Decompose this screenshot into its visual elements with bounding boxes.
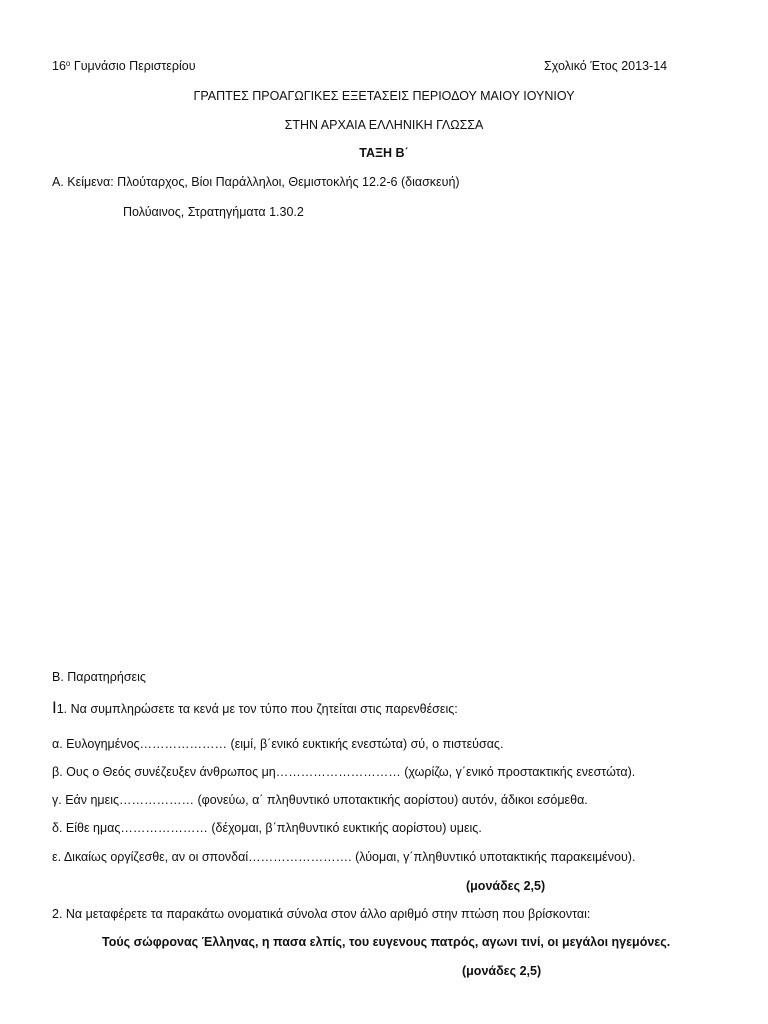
school-name: $16^o$ Γυμνάσιο Περιστερίου	[52, 59, 196, 73]
list-item: δ. Είθε ημας………………… (δέχομαι, β΄πληθυντικό ευκτικής αορίστου) υμεις.	[52, 821, 482, 835]
texts-line: Α. Κείμενα: Πλούταρχος, Βίοι Παράλληλοι, Θεμιστοκλής 12.2-6 (διασκευή)	[52, 175, 460, 189]
question-2: 2. Να μεταφέρετε τα παρακάτω ονοματικά σύνολα στον άλλο αριθμό στην πτώση που βρίσκονται:	[52, 907, 591, 921]
q2-points: (μονάδες 2,5)	[462, 964, 542, 978]
class-title: ΤΑΞΗ Β΄	[359, 146, 409, 160]
section-b-heading: Β. Παρατηρήσεις	[52, 670, 146, 684]
list-item: ε. Δικαίως οργίζεσθε, αν οι σπονδαί……………………. (λύομαι, γ΄πληθυντικό υποτακτικής παρακειμένου).	[52, 850, 636, 864]
q2-phrases: Τούς σώφρονας Έλληνας, η πασα ελπίς, του ευγενους πατρός, αγωνι τινί, οι μεγάλοι ηγεμόνες.	[102, 935, 671, 949]
question-1: Ι1. Να συμπληρώσετε τα κενά με τον τύπο που ζητείται στις παρενθέσεις:	[52, 698, 458, 717]
list-item: γ. Εάν ημεις……………… (φονεύω, α΄ πληθυντικό υποτακτικής αορίστου) αυτόν, άδικοι εσόμεθα.	[52, 793, 588, 807]
school-year: Σχολικό Έτος 2013-14	[544, 59, 668, 73]
q1-points: (μονάδες 2,5)	[466, 879, 546, 893]
exam-title: ΓΡΑΠΤΕΣ ΠΡΟΑΓΩΓΙΚΕΣ ΕΞΕΤΑΣΕΙΣ ΠΕΡΙΟΔΟΥ ΜΑΙΟΥ ΙΟΥΝΙΟΥ	[193, 89, 575, 103]
list-item: β. Ους ο Θεός συνέζευξεν άνθρωπος μη………………………… (χωρίζω, γ΄ενικό προστακτικής ενεστώτα).	[52, 765, 636, 779]
list-item: α. Ευλογημένος………………… (ειμί, β΄ενικό ευκτικής ενεστώτα) σύ, ο πιστεύσας.	[52, 737, 504, 751]
second-text: Πολύαινος, Στρατηγήματα 1.30.2	[123, 205, 304, 219]
subject-title: ΣΤΗΝ ΑΡΧΑΙΑ ΕΛΛΗΝΙΚΗ ΓΛΩΣΣΑ	[284, 118, 484, 132]
